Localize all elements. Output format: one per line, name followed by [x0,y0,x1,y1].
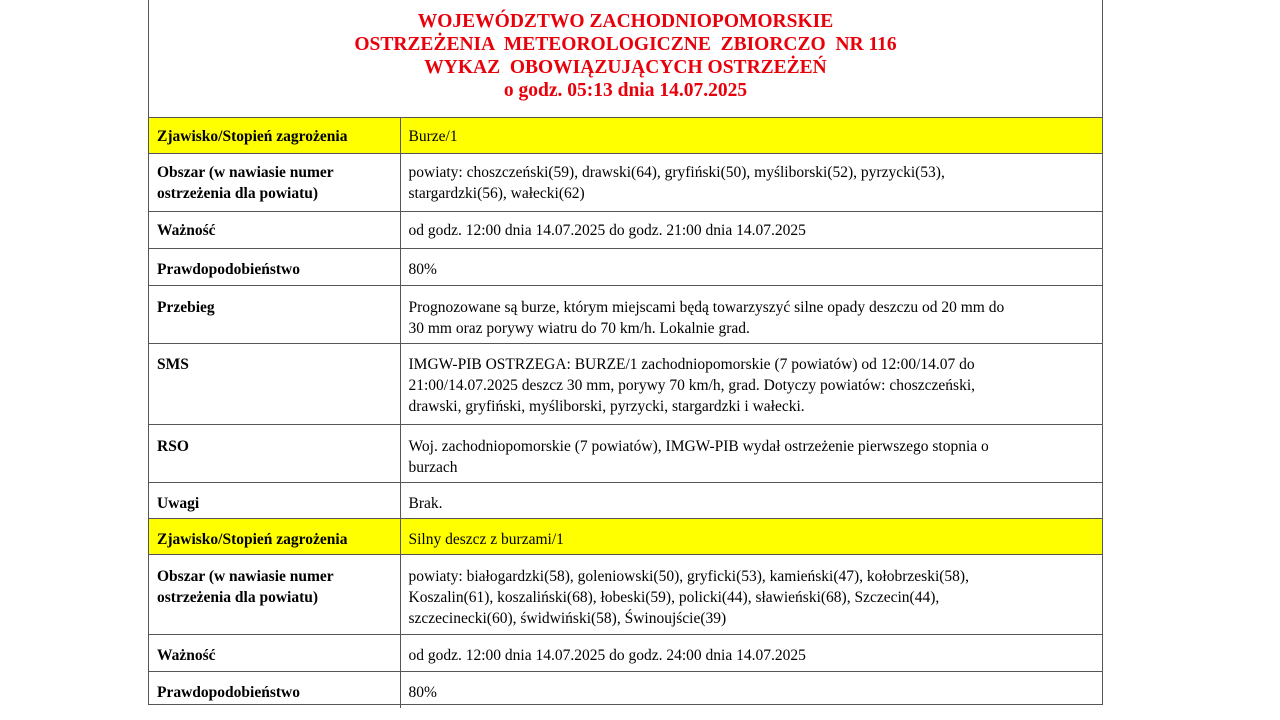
probability-label: Prawdopodobieństwo [149,671,400,708]
header-timestamp: o godz. 05:13 dnia 14.07.2025 [503,80,748,101]
table-row [149,671,1102,708]
area-label: Obszar (w nawiasie numer ostrzeżenia dla powiatu) [149,554,400,634]
sms-value: IMGW-PIB OSTRZEGA: BURZE/1 zachodniopomorskie (7 powiatów) od 12:00/14.07 do 21:00/14.07.2025 deszcz 30 mm, porywy 70 km/h, grad. Dotyczy powiatów: choszczeński, drawski, gryfiński, myśliborski, pyrzycki, stargardzki i wałecki. [400,343,1102,424]
header-title: OSTRZEŻENIA METEOROLOGICZNE ZBIORCZO NR 116 [354,34,897,55]
table-row [149,482,1102,518]
area-value: powiaty: białogardzki(58), goleniowski(50), gryficki(53), kamieński(47), kołobrzeski(58), Koszalin(61), koszaliński(68), łobeski(59), policki(44), sławieński(68), Szczecin(44), szczecinecki(60), świdwiński(58), Świnoujście(39) [400,554,1102,634]
validity-label: Ważność [149,634,400,671]
table-row [149,343,1102,424]
sms-label: SMS [149,343,400,424]
table-row [149,285,1102,343]
validity-value: od godz. 12:00 dnia 14.07.2025 do godz. 21:00 dnia 14.07.2025 [400,211,1102,248]
rso-label: RSO [149,424,400,482]
table-row [149,554,1102,634]
warnings-table [149,118,1102,708]
validity-value: od godz. 12:00 dnia 14.07.2025 do godz. 24:00 dnia 14.07.2025 [400,634,1102,671]
rso-value: Woj. zachodniopomorskie (7 powiatów), IMGW-PIB wydał ostrzeżenie pierwszego stopnia o burzach [400,424,1102,482]
phenomenon-label: Zjawisko/Stopień zagrożenia [149,118,400,153]
table-row [149,634,1102,671]
phenomenon-value: Silny deszcz z burzami/1 [400,518,1102,554]
table-row [149,518,1102,554]
header-region: WOJEWÓDZTWO ZACHODNIOPOMORSKIE [417,11,834,32]
probability-label: Prawdopodobieństwo [149,248,400,285]
table-row [149,248,1102,285]
table-row [149,153,1102,211]
warning-document [148,0,1103,705]
course-label: Przebieg [149,285,400,343]
area-value: powiaty: choszczeński(59), drawski(64), gryfiński(50), myśliborski(52), pyrzycki(53), stargardzki(56), wałecki(62) [400,153,1102,211]
table-row [149,424,1102,482]
phenomenon-label: Zjawisko/Stopień zagrożenia [149,518,400,554]
phenomenon-value: Burze/1 [400,118,1102,153]
probability-value: 80% [400,248,1102,285]
area-label: Obszar (w nawiasie numer ostrzeżenia dla powiatu) [149,153,400,211]
remarks-value: Brak. [400,482,1102,518]
table-row [149,118,1102,153]
probability-value: 80% [400,671,1102,708]
header-subtitle: WYKAZ OBOWIĄZUJĄCYCH OSTRZEŻEŃ [424,57,827,78]
remarks-label: Uwagi [149,482,400,518]
course-value: Prognozowane są burze, którym miejscami będą towarzyszyć silne opady deszczu od 20 mm do 30 mm oraz porywy wiatru do 70 km/h. Lokalnie grad. [400,285,1102,343]
table-row [149,211,1102,248]
validity-label: Ważność [149,211,400,248]
document-header [149,0,1102,118]
